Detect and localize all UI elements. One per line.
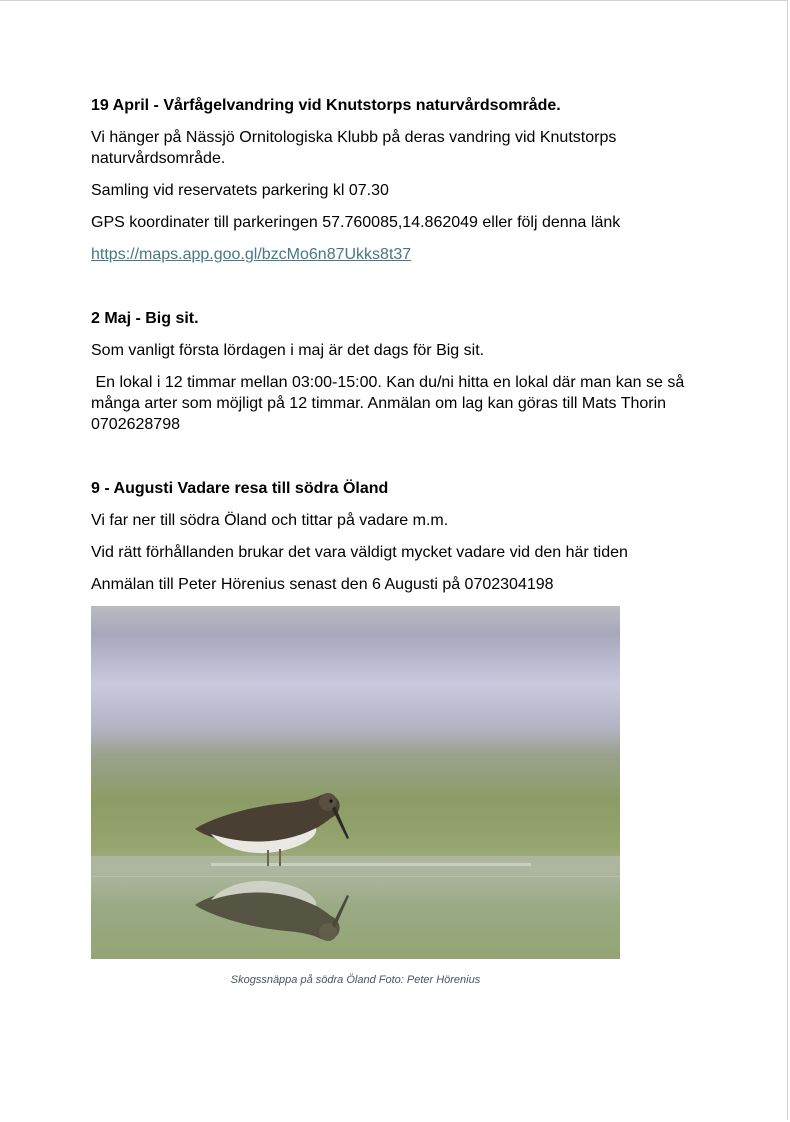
paragraph: GPS koordinater till parkeringen 57.760085,14.862049 eller följ denna länk — [91, 214, 621, 231]
paragraph: Vi far ner till södra Öland och tittar på vadare m.m. — [91, 512, 449, 529]
paragraph: Samling vid reservatets parkering kl 07.30 — [91, 182, 389, 199]
event-title: 19 April - Vårfågelvandring vid Knutstorps naturvårdsområde. — [91, 97, 561, 114]
photo-figure — [91, 606, 620, 987]
paragraph: Som vanligt första lördagen i maj är det dags för Big sit. — [91, 342, 485, 359]
event-title: 2 Maj - Big sit. — [91, 310, 199, 327]
document-body — [91, 95, 701, 987]
photo-caption: Skogssnäppa på södra Öland Foto: Peter Hörenius — [230, 974, 481, 986]
paragraph: Vi hänger på Nässjö Ornitologiska Klubb på deras vandring vid Knutstorps naturvårdsområde. — [91, 129, 617, 167]
paragraph: En lokal i 12 timmar mellan 03:00-15:00. Kan du/ni hitta en lokal där man kan se så många arter som möjligt på 12 timmar. Anmälan om lag kan göras till Mats Thorin 0702628798 — [91, 374, 689, 433]
event-section-may — [91, 308, 701, 435]
map-link[interactable]: https://maps.app.goo.gl/bzcMo6n87Ukks8t37 — [91, 246, 412, 263]
event-section-april — [91, 95, 701, 265]
paragraph: Anmälan till Peter Hörenius senast den 6 Augusti på 0702304198 — [91, 576, 554, 593]
sandpiper-photo — [91, 606, 620, 959]
event-section-august — [91, 478, 701, 595]
paragraph: Vid rätt förhållanden brukar det vara väldigt mycket vadare vid den här tiden — [91, 544, 628, 561]
event-title: 9 - Augusti Vadare resa till södra Öland — [91, 480, 389, 497]
